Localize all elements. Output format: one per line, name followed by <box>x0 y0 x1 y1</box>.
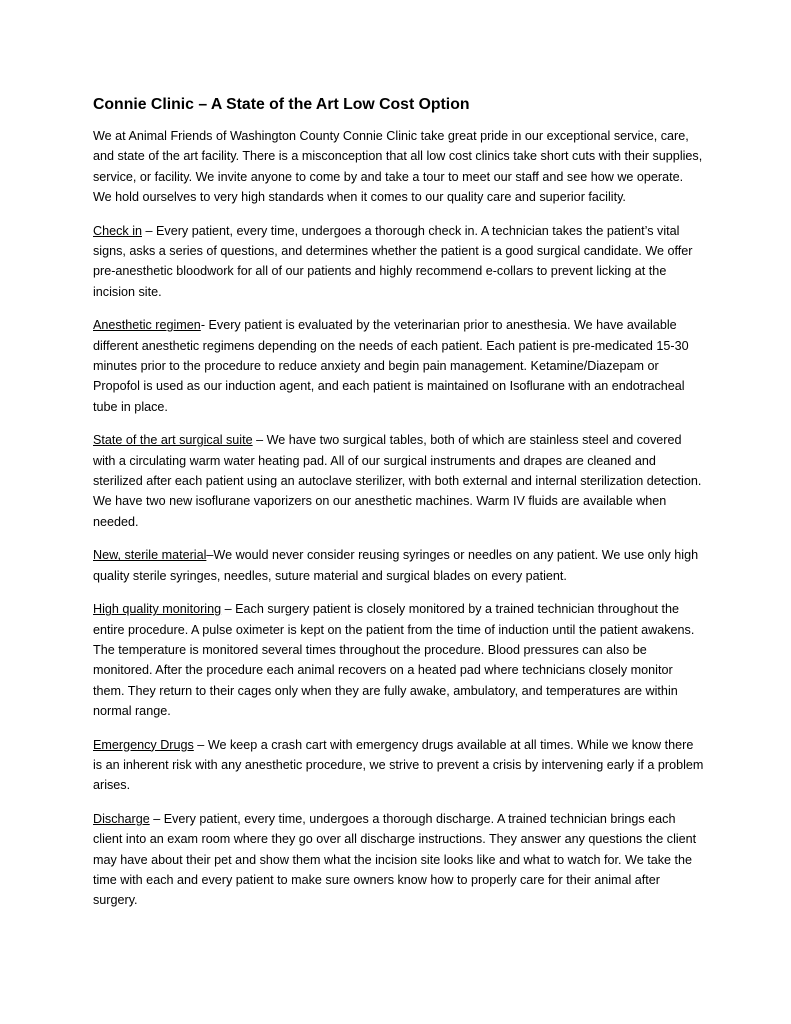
section-body: Every patient is evaluated by the veterinarian prior to anesthesia. We have available different anesthetic regimens depending on the needs of each patient. Each patient is pre-medicated 15-30 minutes prior to the procedure to reduce anxiety and begin pain management. Ketamine/Diazepam or Propofol is used as our induction agent, and each patient is maintained on Isoflurane with an endotracheal tube in place. <box>93 318 689 414</box>
section-anesthetic-regimen <box>93 315 705 416</box>
section-separator: – <box>149 812 164 827</box>
section-body: Every patient, every time, undergoes a thorough check in. A technician takes the patient’s vital signs, asks a series of questions, and determines whether the patient is a good surgical candidate. We offer pre-anesthetic bloodwork for all of our patients and highly recommend e-collars to prevent licking at the incision site. <box>93 223 693 299</box>
section-surgical-suite <box>93 430 705 531</box>
section-heading: Anesthetic regimen <box>93 318 201 333</box>
section-heading: State of the art surgical suite <box>93 433 253 448</box>
section-body: We have two surgical tables, both of which are stainless steel and covered with a circulating warm water heating pad. All of our surgical instruments and drapes are cleaned and sterilized after each patient using an autoclave sterilizer, with both external and internal sterilization detection. We have two new isoflurane vaporizers on our anesthetic machines. Warm IV fluids are available when needed. <box>93 433 702 529</box>
document-page <box>93 95 705 924</box>
section-check-in <box>93 221 705 302</box>
section-sterile-material <box>93 545 705 586</box>
section-heading: High quality monitoring <box>93 602 222 617</box>
section-separator: – <box>221 602 236 617</box>
section-separator: – <box>193 737 208 752</box>
section-body: Each surgery patient is closely monitored by a trained technician throughout the entire procedure. A pulse oximeter is kept on the patient from the time of induction until the patient awakens. The temperature is monitored several times throughout the procedure. Blood pressures can also be monitored. After the procedure each animal recovers on a heated pad where technicians closely monitor them. They return to their cages only when they are fully awake, ambulatory, and temperatures are within normal range. <box>93 602 695 718</box>
document-title: Connie Clinic – A State of the Art Low Cost Option <box>93 96 470 113</box>
section-emergency-drugs <box>93 735 705 796</box>
section-heading: Check in <box>93 223 142 238</box>
section-body: We would never consider reusing syringes or needles on any patient. We use only high quality sterile syringes, needles, suture material and surgical blades on every patient. <box>93 548 699 583</box>
section-discharge <box>93 809 705 910</box>
section-body: Every patient, every time, undergoes a thorough discharge. A trained technician brings each client into an exam room where they go over all discharge instructions. They answer any questions the client may have about their pet and show them what the incision site looks like and what to watch for. We take the time with each and every patient to make sure owners know how to properly care for their animal after surgery. <box>93 812 697 908</box>
section-body: We keep a crash cart with emergency drugs available at all times. While we know there is an inherent risk with any anesthetic procedure, we strive to prevent a crisis by intervening early if a problem arises. <box>93 737 704 793</box>
intro-paragraph: We at Animal Friends of Washington County Connie Clinic take great pride in our exceptional service, care, and state of the art facility. There is a misconception that all low cost clinics take short cuts with their supplies, service, or facility. We invite anyone to come by and take a tour to meet our staff and see how we operate. We hold ourselves to very high standards when it comes to our quality care and superior facility. <box>93 129 703 204</box>
section-separator: – <box>206 548 214 563</box>
section-separator: – <box>252 433 267 448</box>
section-monitoring <box>93 599 705 721</box>
section-heading: Emergency Drugs <box>93 737 194 752</box>
section-heading: Discharge <box>93 812 150 827</box>
section-heading: New, sterile material <box>93 548 207 563</box>
section-separator: - <box>200 318 209 333</box>
section-separator: – <box>142 223 157 238</box>
